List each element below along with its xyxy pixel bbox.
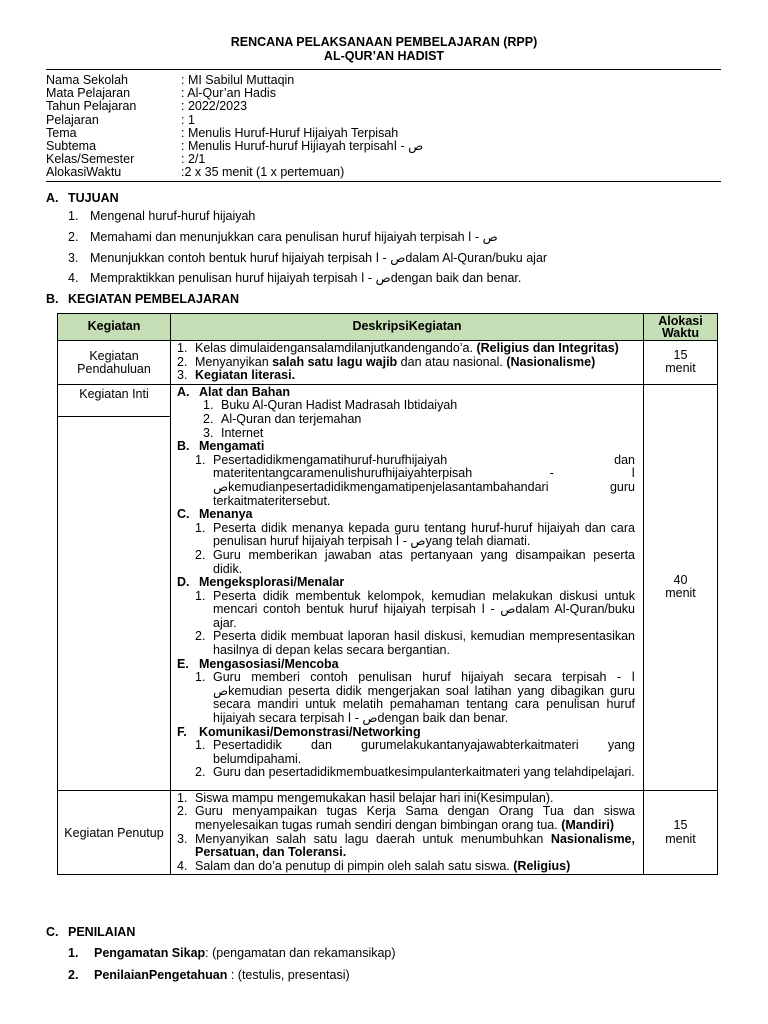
table-header-row <box>58 314 718 341</box>
item-text: Peserta didik membuat laporan hasil diskusi, kemudian mempresentasikan hasilnya di depan kelas secara bergantian. <box>213 629 635 658</box>
item-text: Buku Al-Quran Hadist Madrasah Ibtidaiyah <box>221 398 458 413</box>
item-text: Peserta didik membentuk kelompok, kemudian melakukan diskusi untuk mencari contoh bentuk huruf hijaiyah terpisah ص - اdalam Al-Quran/buku ajar. <box>213 588 635 630</box>
item-text: Peserta didik menanya kepada guru tentang huruf-huruf hijaiyah dan cara penulisan huruf hijaiyah terpisah ص - اyang telah diamati. <box>213 520 635 549</box>
document-subtitle: AL-QUR’AN HADIST <box>323 49 445 63</box>
info-row <box>46 166 423 179</box>
row-alokasi-pendahuluan: 15 menit <box>644 341 718 385</box>
identity-block <box>46 74 423 180</box>
row-alokasi-penutup: 15 menit <box>644 790 718 875</box>
info-label: Pelajaran <box>46 112 99 127</box>
section-heading-kegiatan <box>46 293 239 307</box>
item-text: Menyanyikan <box>195 354 269 369</box>
subsection-letter: A. <box>177 384 190 399</box>
list-item: 2. Memahami dan menunjukkan cara penulisan huruf hijaiyah terpisah ص - ا <box>68 231 547 252</box>
subsection-title: Menanya <box>199 507 253 522</box>
subsection-title: Mengeksplorasi/Menalar <box>199 575 345 590</box>
activity-table <box>57 313 718 875</box>
item-text: Guru dan pesertadidikmembuatkesimpulanterkaitmateri yang telahdipelajari. <box>213 765 635 780</box>
info-value: : 1 <box>181 112 195 127</box>
list-item-title: Pengamatan Sikap <box>94 946 206 960</box>
item-text: Salam dan do’a penutup di pimpin oleh salah satu siswa. <box>195 858 510 873</box>
row-label-pendahuluan: Kegiatan Pendahuluan <box>58 341 171 385</box>
list-item-text: Memahami dan menunjukkan cara penulisan huruf hijaiyah terpisah ص - ا <box>90 229 498 244</box>
list-item: 3. Menunjukkan contoh bentuk huruf hijaiyah terpisah ص - اdalam Al-Quran/buku ajar <box>68 252 547 273</box>
row-desc-penutup: 1. Siswa mampu mengemukakan hasil belajar hari ini(Kesimpulan). 2. Guru menyampaikan tugas Kerja Sama dengan Orang Tua dan siswa menyelesaikan tugas rumah sendiri dengan bimbingan orang tua. (Mandiri) 3. Menyanyikan salah satu lagu daerah untuk menumbuhkan Nasionalisme, Persatuan, dan Toleransi. 4. Salam dan do’a penutup di pimpin oleh salah satu siswa. (Religius) <box>171 790 644 875</box>
subsection-letter: B. <box>177 439 190 454</box>
item-text: Menyanyikan salah satu lagu daerah untuk menumbuhkan <box>195 831 544 846</box>
item-value-tag: (Religius) <box>513 858 571 873</box>
list-item <box>46 969 396 991</box>
row-label-inti <box>58 384 171 790</box>
list-item <box>46 947 396 969</box>
list-item-text: : (testulis, presentasi) <box>227 968 350 982</box>
info-value: : MI Sabilul Muttaqin <box>181 73 295 87</box>
col-header-alokasi: Alokasi Waktu <box>644 314 718 341</box>
document-title: RENCANA PELAKSANAAN PEMBELAJARAN (RPP) <box>230 35 538 49</box>
col-header-deskripsi: DeskripsiKegiatan <box>171 314 644 341</box>
item-emphasis: Kegiatan literasi. <box>195 368 296 383</box>
table-row <box>58 341 718 385</box>
item-value-tag: Nasionalisme, Persatuan, dan Toleransi. <box>195 831 635 860</box>
list-item-text: : (pengamatan dan rekamansikap) <box>205 946 396 960</box>
list-item-title: PenilaianPengetahuan <box>94 968 228 982</box>
list-item-text: Mempraktikkan penulisan huruf hijaiyah terpisah ص - اdengan baik dan benar. <box>90 271 522 286</box>
list-item-text: Mengenal huruf-huruf hijaiyah <box>90 209 256 223</box>
subsection-title: Mengamati <box>199 439 265 454</box>
row-desc-pendahuluan: 1. Kelas dimulaidengansalamdilanjutkandengando’a. (Religius dan Integritas) 2. Menyanyikan salah satu lagu wajib dan atau nasional. (Nasionalisme) 3. Kegiatan literasi. <box>171 341 644 385</box>
info-label: Tema <box>46 125 77 140</box>
subsection-letter: F. <box>177 724 187 739</box>
list-number: 1. <box>68 946 79 960</box>
item-text: Guru memberikan jawaban atas pertanyaan yang disampaikan peserta didik. <box>213 547 635 576</box>
list-number: 2. <box>68 968 79 982</box>
section-letter: B. <box>46 292 59 306</box>
item-value-tag: (Mandiri) <box>561 817 614 832</box>
list-item: 4. Mempraktikkan penulisan huruf hijaiyah terpisah ص - اdengan baik dan benar. <box>68 272 547 293</box>
subsection-title: Komunikasi/Demonstrasi/Networking <box>199 724 421 739</box>
subsection-letter: C. <box>177 507 190 522</box>
list-item: 1. Mengenal huruf-huruf hijaiyah <box>68 210 547 231</box>
table-row <box>58 384 718 790</box>
info-row <box>46 100 423 113</box>
info-label: AlokasiWaktu <box>46 165 122 180</box>
section-letter: A. <box>46 191 59 205</box>
section-letter: C. <box>46 925 59 939</box>
top-divider <box>46 69 721 70</box>
item-value-tag: (Religius dan Integritas) <box>476 341 619 355</box>
row-alokasi-inti: 40 menit <box>644 384 718 790</box>
item-text: Pesertadidik dan gurumelakukantanyajawabterkaitmateri yang belumdipahami. <box>213 738 635 766</box>
info-label: Kelas/Semester <box>46 152 135 167</box>
info-label: Nama Sekolah <box>46 73 128 87</box>
item-text: Pesertadidikmengamatihuruf-hurufhijaiyah dan materitentangcaramenulishurufhijaiyahterpisah - ا صkemudianpesertadidikmengamatipenjelasantambahandari guru terkaitmateritersebut. <box>213 452 635 508</box>
tujuan-list <box>68 210 547 293</box>
item-text: Al-Quran dan terjemahan <box>221 411 362 426</box>
col-header-kegiatan: Kegiatan <box>58 314 171 341</box>
row-desc-inti: A. Alat dan Bahan 1. Buku Al-Quran Hadist Madrasah Ibtidaiyah 2. Al-Quran dan terjemahan 3. Internet B. Mengamati 1. Pesertadidikmengamatihuruf-hurufhijaiyah dan materitentangcaramenulishurufhijaiyahterpisah - ا صkemudianpesertadidikmengamatipenjelasantambahandari guru terkaitmateritersebut. C. Menanya 1. Peserta didik menanya kepada guru tentang huruf-huruf hijaiyah dan cara penulisan huruf hijaiyah terpisah ص - اyang telah diamati. 2. Guru memberikan jawaban atas pertanyaan yang disampaikan peserta didik. D. Mengeksplorasi/Menalar 1. Peserta didik membentuk kelompok, kemudian melakukan diskusi untuk mencari contoh bentuk huruf hijaiyah terpisah ص - اdalam Al-Quran/buku ajar. 2. Peserta didik membuat laporan hasil diskusi, kemudian mempresentasikan hasilnya di depan kelas secara bergantian. E. Mengasosiasi/Mencoba 1. Guru memberi contoh penulisan huruf hijaiyah secara terpisah - ا صkemudian peserta didik mengerjakan soal latihan yang dibagikan guru secara mandiri untuk melatih pemahaman tentang cara penulisan huruf hijaiyah secara terpisah ص - اdengan baik dan benar. F. Komunikasi/Demonstrasi/Networking 1. Pesertadidik dan gurumelakukantanyajawabterkaitmateri yang belumdipahami. 2. Guru dan pesertadidikmembuatkesimpulanterkaitmateri yang telahdipelajari. <box>171 384 644 790</box>
info-value: : Al-Qur’an Hadis <box>181 86 276 101</box>
subsection-letter: D. <box>177 575 190 590</box>
info-label: Tahun Pelajaran <box>46 99 137 114</box>
info-row <box>46 127 423 140</box>
info-label: Mata Pelajaran <box>46 86 131 101</box>
info-value: :2 x 35 menit (1 x pertemuan) <box>181 165 345 180</box>
row-label-penutup: Kegiatan Penutup <box>58 790 171 875</box>
info-row <box>46 114 423 127</box>
list-item-text: Menunjukkan contoh bentuk huruf hijaiyah terpisah ص - اdalam Al-Quran/buku ajar <box>90 250 548 265</box>
info-value: : Menulis Huruf-huruf Hijiayah terpisahص - ا <box>181 138 424 153</box>
subsection-title: Mengasosiasi/Mencoba <box>199 656 339 671</box>
info-value: : 2022/2023 <box>181 99 248 114</box>
info-value: : Menulis Huruf-Huruf Hijaiyah Terpisah <box>181 125 399 140</box>
section-heading-tujuan <box>46 192 119 206</box>
item-text: Kelas dimulaidengansalamdilanjutkandengando’a. <box>195 341 473 355</box>
info-divider <box>46 181 721 182</box>
item-text: Siswa mampu mengemukakan hasil belajar hari ini(Kesimpulan). <box>195 790 554 805</box>
info-label: Subtema <box>46 138 97 153</box>
item-emphasis: salah satu lagu wajib <box>272 354 398 369</box>
section-title: TUJUAN <box>68 191 119 205</box>
item-text: Internet <box>221 425 264 440</box>
table-row <box>58 790 718 875</box>
item-text: Guru memberi contoh penulisan huruf hijaiyah secara terpisah - ا صkemudian peserta didik mengerjakan soal latihan yang dibagikan guru secara mandiri untuk melatih pemahaman tentang cara penulisan huruf hijaiyah secara terpisah ص - اdengan baik dan benar. <box>213 670 635 726</box>
section-heading-penilaian <box>46 926 135 940</box>
subsection-title: Alat dan Bahan <box>199 384 290 399</box>
info-value: : 2/1 <box>181 152 206 167</box>
penilaian-list <box>46 947 396 991</box>
item-text: dan atau nasional. <box>400 354 503 369</box>
subsection-letter: E. <box>177 656 189 671</box>
section-title: PENILAIAN <box>68 925 136 939</box>
item-text: Guru menyampaikan tugas Kerja Sama dengan Orang Tua dan siswa menyelesaikan tugas rumah sendiri dengan bimbingan orang tua. <box>195 804 635 832</box>
inti-label: Kegiatan Inti <box>58 385 170 417</box>
item-value-tag: (Nasionalisme) <box>506 354 596 369</box>
section-title: KEGIATAN PEMBELAJARAN <box>68 292 240 306</box>
